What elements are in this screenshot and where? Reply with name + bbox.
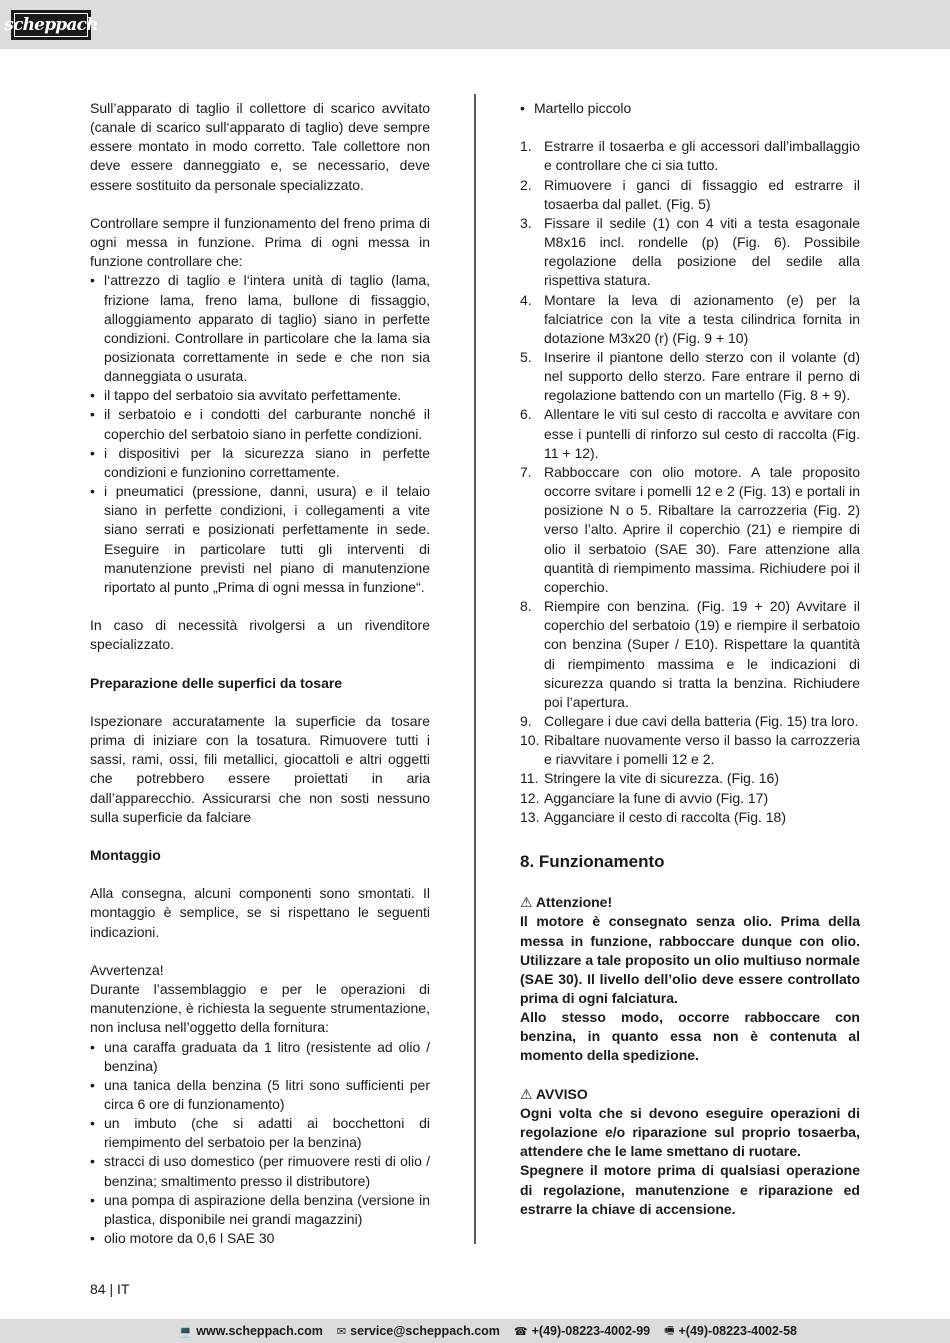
step-number: 12.	[520, 789, 540, 806]
attention-text: Il motore è consegnato senza olio. Prima della messa in funzione, rabboccare dunque con olio. Utilizzare a tale proposito un olio multiuso normale (SAE 30). Il livello dell’olio deve essere controllato prima di ogni falciatura.	[520, 913, 860, 1006]
step-number: 13.	[520, 808, 540, 825]
section-title: 8. Funzionamento	[520, 852, 665, 872]
tools-list	[90, 1038, 430, 1249]
step-number: 5.	[520, 349, 532, 366]
attention-label: ⚠ Attenzione!	[520, 894, 613, 911]
check-list	[90, 271, 430, 597]
step-item	[520, 769, 860, 788]
list-item: • una tanica della benzina (5 litri sono sufficienti per circa 6 ore di funzionamento)	[90, 1076, 430, 1114]
attention-text: Allo stesso modo, occorre rabboccare con benzina, in quanto essa non è contenuta al momento della spedizione.	[520, 1009, 860, 1064]
step-item	[520, 712, 860, 731]
step-item	[520, 176, 860, 214]
footer-bar	[0, 1319, 950, 1343]
footer-phone[interactable]	[514, 1324, 650, 1338]
list-item: • i dispositivi per la sicurezza siano in perfette condizioni e funzionino correttamente.	[90, 444, 430, 482]
page-number: 84 | IT	[90, 1281, 130, 1297]
step-item	[520, 463, 860, 597]
website-text: www.scheppach.com	[196, 1324, 323, 1338]
step-text: Inserire il piantone dello sterzo con il volante (d) nel supporto dello sterzo. Fare entrare il perno di regolazione battendo con un martello (Fig. 8 + 9).	[544, 349, 860, 404]
fax-icon: 🖷	[664, 1324, 675, 1337]
column-divider	[474, 94, 476, 1244]
list-item: • il tappo del serbatoio sia avvitato perfettamente.	[90, 386, 430, 405]
step-text: Fissare il sedile (1) con 4 viti a testa esagonale M8x16 incl. rondelle (p) (Fig. 6). Possibile regolazione della posizione del sedile alla rispettiva statura.	[544, 214, 860, 289]
step-number: 9.	[520, 712, 532, 729]
logo-text: scheppach	[4, 15, 98, 35]
step-text: Agganciare la fune di avvio (Fig. 17)	[544, 789, 769, 806]
email-text: service@scheppach.com	[350, 1324, 500, 1338]
list-item: • i pneumatici (pressione, danni, usura) e il telaio siano in perfette condizioni, i collegamenti a vite siano serrati e posizionati perfettamente in sede. Eseguire in particolare tutti gli interventi di manutenzione previsti nel piano di manutenzione riportato al punto „Prima di ogni messa in funzione“.	[90, 482, 430, 597]
right-column	[520, 99, 860, 1219]
step-number: 4.	[520, 291, 532, 308]
step-number: 10.	[520, 732, 540, 749]
phone-text: +(49)-08223-4002-99	[531, 1324, 651, 1338]
step-text: Estrarre il tosaerba e gli accessori dall’imballaggio e controllare che ci sia tutto.	[544, 138, 860, 174]
step-text: Stringere la vite di sicurezza. (Fig. 16)	[544, 770, 779, 787]
fax-text: +(49)-08223-4002-58	[678, 1324, 797, 1338]
step-number: 6.	[520, 406, 532, 423]
list-item: • una pompa di aspirazione della benzina (versione in plastica, disponibile nei grandi magazzini)	[90, 1191, 430, 1229]
step-number: 11.	[520, 770, 539, 787]
notice-text: Spegnere il motore prima di qualsiasi operazione di regolazione, manutenzione e riparazione ed estrarre la chiave di accensione.	[520, 1162, 860, 1217]
phone-icon: ☎	[513, 1325, 528, 1338]
list-item: • un imbuto (che si adatti ai bocchettoni di riempimento del serbatoio per la benzina)	[90, 1114, 430, 1152]
paragraph-dealer: In caso di necessità rivolgersi a un rivenditore specializzato.	[90, 617, 430, 653]
step-text: Montare la leva di azionamento (e) per la falciatrice con la vite a testa cilindrica fornita in dotazione M3x20 (r) (Fig. 9 + 10)	[544, 291, 860, 346]
attention-block	[520, 893, 860, 1065]
notice-text: Ogni volta che si devono eseguire operazioni di regolazione e/o riparazione sul proprio tosaerba, attendere che le lame smettano di ruotare.	[520, 1104, 860, 1160]
list-item: • una caraffa graduata da 1 litro (resistente ad olio / benzina)	[90, 1038, 430, 1076]
step-item	[520, 214, 860, 291]
assembly-steps-list	[520, 137, 860, 827]
step-text: Ribaltare nuovamente verso il basso la carrozzeria e riavvitare i pomelli 12 e 2.	[544, 732, 860, 768]
step-item	[520, 348, 860, 405]
tools-list-continued	[520, 99, 860, 118]
step-text: Riempire con benzina. (Fig. 19 + 20) Avvitare il coperchio del serbatoio (19) e riempire il serbatoio con benzina (Super / E10). Rispettare la quantità di riempimento massima e le indicazioni di sicurezza quando si tratta la benzina. Richiudere poi l’apertura.	[544, 598, 860, 710]
list-item: • olio motore da 0,6 l SAE 30	[90, 1229, 430, 1248]
paragraph-tools-intro: Durante l’assemblaggio e per le operazioni di manutenzione, è richiesta la seguente strumentazione, non inclusa nell’oggetto della fornitura:	[90, 981, 430, 1036]
header-bar	[0, 0, 950, 49]
heading-assembly: Montaggio	[90, 847, 161, 864]
paragraph-delivery: Alla consegna, alcuni componenti sono smontati. Il montaggio è semplice, se si rispettano le seguenti indicazioni.	[90, 885, 430, 940]
step-item	[520, 808, 860, 827]
step-item	[520, 597, 860, 712]
step-text: Rimuovere i ganci di fissaggio ed estrarre il tosaerba dal pallet. (Fig. 5)	[544, 176, 860, 212]
paragraph-brake-check: Controllare sempre il funzionamento del freno prima di ogni messa in funzione. Prima di ogni messa in funzione controllare che:	[90, 214, 430, 270]
step-item	[520, 291, 860, 348]
computer-icon: 💻	[178, 1325, 193, 1338]
mail-icon: ✉	[336, 1325, 347, 1338]
paragraph-collector: Sull’apparato di taglio il collettore di scarico avvitato (canale di scarico sull‘apparato di taglio) deve sempre essere montato in modo corretto. Tale collettore non deve essere danneggiato e, se necessario, deve essere sostituito da personale specializzato.	[90, 100, 430, 193]
paragraph-inspection: Ispezionare accuratamente la superficie da tosare prima di iniziare con la tosatura. Rimuovere tutti i sassi, rami, ossi, fili metallici, giocattoli e altri oggetti che potrebbero essere proiettati in aria dall’apparecchio. Assicurarsi che non sosti nessuno sulla superficie da falciare	[90, 712, 430, 825]
scheppach-logo	[4, 10, 98, 40]
left-column	[90, 99, 430, 1248]
footer-email[interactable]	[337, 1324, 500, 1338]
list-item: • l‘attrezzo di taglio e l‘intera unità di taglio (lama, frizione lama, freno lama, bullone di fissaggio, alloggiamento apparato di taglio) siano in perfette condizioni. Controllare in particolare che la lama sia posizionata correttamente in sede e che non sia danneggiata o usurata.	[90, 271, 430, 386]
notice-label: ⚠ AVVISO	[520, 1085, 588, 1102]
step-number: 1.	[520, 138, 532, 155]
list-item: • il serbatoio e i condotti del carburante nonché il coperchio del serbatoio siano in perfette condizioni.	[90, 405, 430, 443]
step-number: 3.	[520, 214, 532, 231]
footer-website[interactable]	[179, 1324, 323, 1338]
warning-label: Avvertenza!	[90, 961, 164, 978]
step-item	[520, 789, 860, 808]
step-text: Collegare i due cavi della batteria (Fig. 15) tra loro.	[544, 712, 859, 729]
step-item	[520, 405, 860, 462]
notice-block	[520, 1085, 860, 1219]
step-number: 8.	[520, 598, 532, 615]
step-number: 7.	[520, 463, 532, 480]
step-text: Allentare le viti sul cesto di raccolta e avvitare con esse i puntelli di rinforzo sul cesto di raccolta (Fig. 11 + 12).	[544, 406, 860, 461]
step-number: 2.	[520, 176, 532, 193]
step-item	[520, 137, 860, 175]
step-text: Agganciare il cesto di raccolta (Fig. 18)	[544, 808, 786, 825]
list-item: • stracci di uso domestico (per rimuovere resti di olio / benzina; smaltimento presso il distributore)	[90, 1152, 430, 1190]
footer-fax[interactable]	[664, 1322, 797, 1341]
step-text: Rabboccare con olio motore. A tale proposito occorre svitare i pomelli 12 e 2 (Fig. 13) e portali in posizione N o 5. Ribaltare la carrozzeria (Fig. 2) verso l’alto. Aprire il coperchio (21) e riempire di olio il serbatoio (SAE 30). Fare attenzione alla quantità di riempimento massima. Richiudere poi il coperchio.	[544, 463, 860, 595]
step-item	[520, 731, 860, 769]
list-item: • Martello piccolo	[520, 99, 860, 118]
heading-preparation: Preparazione delle superfici da tosare	[90, 674, 343, 691]
